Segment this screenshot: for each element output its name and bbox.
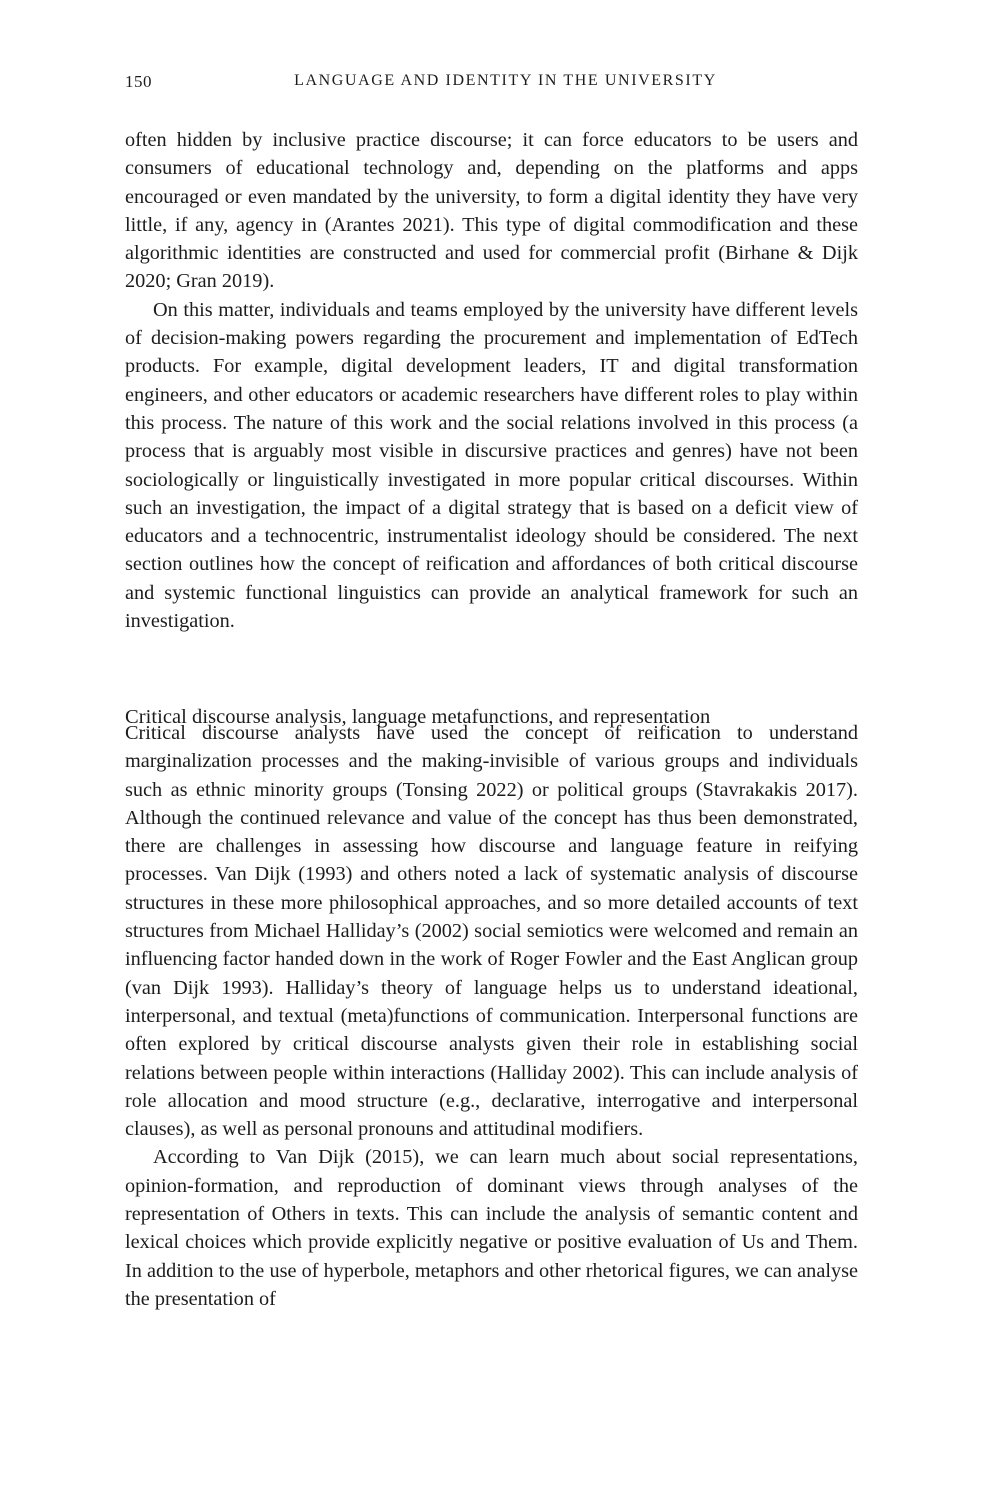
body-text-before-heading [125, 126, 858, 635]
paragraph: Critical discourse analysts have used the concept of reification to understand marginalization processes and the making-invisible of various groups and individuals such as ethnic minority groups (Tonsing 2022) or political groups (Stavrakakis 2017). Although the continued relevance and value of the concept has thus been demonstrated, there are challenges in assessing how discourse and language feature in reifying processes. Van Dijk (1993) and others noted a lack of systematic analysis of discourse structures in these more philosophical approaches, and so more detailed accounts of text structures from Michael Halliday’s (2002) social semiotics were welcomed and remain an influencing factor handed down in the work of Roger Fowler and the East Anglican group (van Dijk 1993). Halliday’s theory of language helps us to understand ideational, interpersonal, and textual (meta)functions of communication. Interpersonal functions are often explored by critical discourse analysts given their role in establishing social relations between people within interactions (Halliday 2002). This can include analysis of role allocation and mood structure (e.g., declarative, interrogative and interpersonal clauses), as well as personal pronouns and attitudinal modifiers. [125, 722, 858, 1141]
running-title: LANGUAGE AND IDENTITY IN THE UNIVERSITY [294, 72, 717, 89]
page-number: 150 [125, 72, 152, 91]
body-text-after-heading [125, 719, 858, 1313]
section-heading: Critical discourse analysis, language metafunctions, and representation [125, 706, 711, 728]
running-head [125, 72, 858, 96]
paragraph: According to Van Dijk (2015), we can learn much about social representations, opinion-formation, and reproduction of dominant views through analyses of the representation of Others in texts. This can include the analysis of semantic content and lexical choices which provide explicitly negative or positive evaluation of Us and Them. In addition to the use of hyperbole, metaphors and other rhetorical figures, we can analyse the presentation of [125, 1146, 858, 1310]
paragraph: often hidden by inclusive practice discourse; it can force educators to be users and consumers of educational technology and, depending on the platforms and apps encouraged or even mandated by the university, to form a digital identity they have very little, if any, agency in (Arantes 2021). This type of digital commodification and these algorithmic identities are constructed and used for commercial profit (Birhane & Dijk 2020; Gran 2019). [125, 129, 858, 293]
paragraph: On this matter, individuals and teams employed by the university have different levels of decision-making powers regarding the procurement and implementation of EdTech products. For example, digital development leaders, IT and digital transformation engineers, and other educators or academic researchers have different roles to play within this process. The nature of this work and the social relations involved in this process (a process that is arguably most visible in discursive practices and genres) have not been sociologically or linguistically investigated in more popular critical discourses. Within such an investigation, the impact of a digital strategy that is based on a deficit view of educators and a technocentric, instrumentalist ideology should be considered. The next section outlines how the concept of reification and affordances of both critical discourse and systemic functional linguistics can provide an analytical framework for such an investigation. [125, 298, 858, 633]
